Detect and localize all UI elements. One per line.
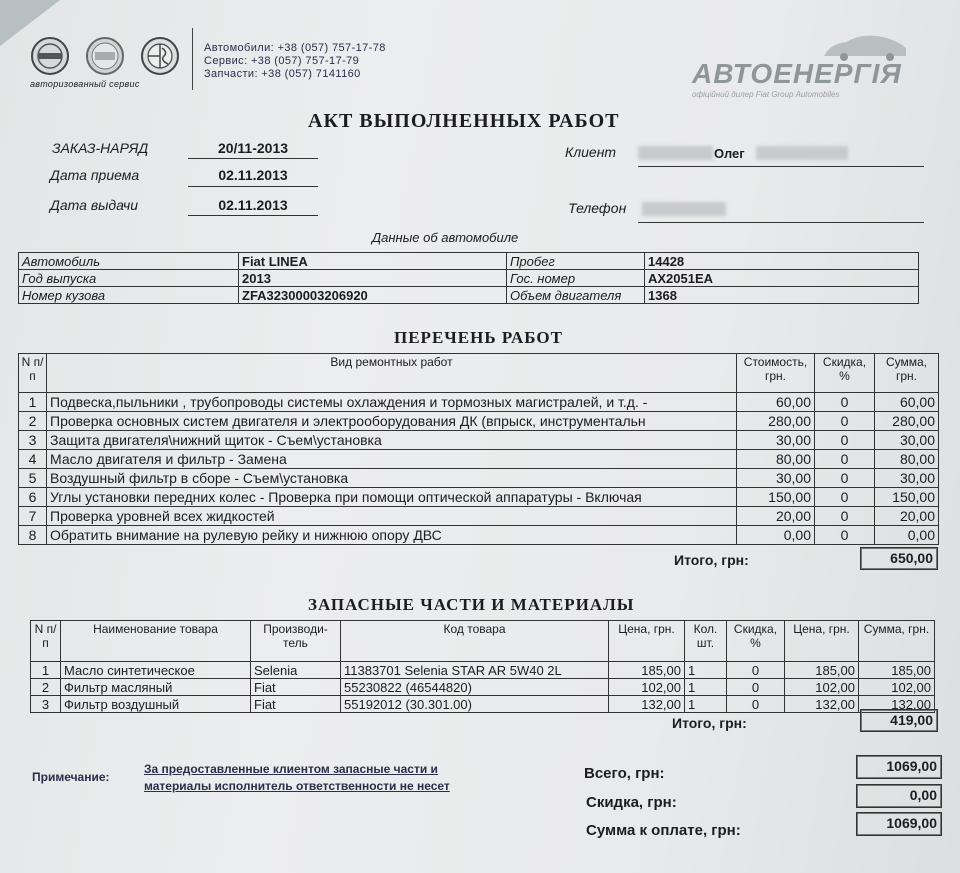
work-cost: 80,00 — [737, 450, 815, 469]
car-model-value: Fiat LINEA — [239, 253, 507, 270]
parts-header-dprice: Цена, грн. — [785, 621, 859, 662]
part-price: 102,00 — [609, 679, 685, 696]
issued-value: 02.11.2013 — [218, 197, 288, 213]
work-sum: 60,00 — [875, 393, 939, 412]
brand-name: АВТОЕНЕРГІЯ — [692, 58, 902, 89]
part-num: 2 — [31, 679, 61, 696]
work-sum: 20,00 — [875, 507, 939, 526]
work-num: 7 — [19, 507, 47, 526]
contact-cars: Автомобили: +38 (057) 757-17-78 — [204, 42, 386, 54]
works-row — [19, 450, 939, 469]
payment-total-label: Сумма к оплате, грн: — [586, 822, 741, 839]
work-cost: 20,00 — [737, 507, 815, 526]
car-row — [19, 287, 919, 304]
brand-subtitle: офіційний дилер Fiat Group Automobiles — [692, 90, 840, 99]
work-discount: 0 — [815, 393, 875, 412]
part-discount: 0 — [727, 662, 785, 679]
part-discount: 0 — [727, 679, 785, 696]
parts-section-title: ЗАПАСНЫЕ ЧАСТИ И МАТЕРИАЛЫ — [308, 595, 635, 614]
works-section-title: ПЕРЕЧЕНЬ РАБОТ — [394, 328, 563, 347]
parts-header-maker: Производи- тель — [251, 621, 341, 662]
works-header-cost: Стоимость, грн. — [737, 354, 815, 393]
part-discount-price: 132,00 — [785, 696, 859, 713]
fiat-logo-icon — [85, 36, 125, 76]
part-discount: 0 — [727, 696, 785, 713]
alfa-romeo-logo-icon — [140, 36, 180, 76]
part-sum: 132,00 — [859, 696, 935, 713]
plate-value: AX2051EA — [645, 270, 919, 287]
contact-service: Сервис: +38 (057) 757-17-79 — [204, 55, 360, 67]
parts-header-qty: Кол. шт. — [685, 621, 727, 662]
part-sum: 102,00 — [859, 679, 935, 696]
works-row — [19, 393, 939, 412]
work-name: Подвеска,пыльники , трубопроводы системы охлаждения и тормозных магистралей, и т.д. - — [47, 393, 737, 412]
phone-label: Телефон — [568, 200, 627, 216]
order-value: 20/11-2013 — [217, 140, 289, 156]
parts-row — [31, 679, 935, 696]
work-discount: 0 — [815, 507, 875, 526]
car-row — [19, 270, 919, 287]
issued-label: Дата выдачи — [50, 197, 139, 213]
work-sum: 280,00 — [875, 412, 939, 431]
parts-row — [31, 662, 935, 679]
note-line-1: За предоставленные клиентом запасные части и — [144, 762, 438, 776]
received-underline — [188, 186, 318, 187]
car-section-title: Данные об автомобиле — [372, 230, 519, 245]
parts-header-num: N п/п — [31, 621, 61, 662]
discount-total-value: 0,00 — [856, 784, 942, 808]
part-sum: 185,00 — [859, 662, 935, 679]
part-code: 55192012 (30.301.00) — [341, 696, 609, 713]
work-name: Обратить внимание на рулевую рейку и нижнюю опору ДВС — [47, 526, 737, 545]
client-surname-redaction — [756, 146, 848, 160]
work-cost: 60,00 — [737, 393, 815, 412]
received-value: 02.11.2013 — [218, 167, 288, 183]
part-code: 11383701 Selenia STAR AR 5W40 2L — [341, 662, 609, 679]
client-label: Клиент — [565, 144, 617, 160]
vin-label: Номер кузова — [19, 287, 239, 304]
parts-header-discount: Скидка, % — [727, 621, 785, 662]
part-maker: Selenia — [251, 662, 341, 679]
parts-total-value: 419,00 — [860, 709, 938, 732]
work-num: 1 — [19, 393, 47, 412]
part-num: 3 — [31, 696, 61, 713]
part-discount-price: 102,00 — [785, 679, 859, 696]
work-num: 5 — [19, 469, 47, 488]
car-model-label: Автомобиль — [19, 253, 239, 270]
work-sum: 30,00 — [875, 469, 939, 488]
header-divider — [192, 28, 193, 90]
works-header-discount: Скидка, % — [815, 354, 875, 393]
work-sum: 30,00 — [875, 431, 939, 450]
work-num: 6 — [19, 488, 47, 507]
works-row — [19, 469, 939, 488]
phone-redaction — [642, 202, 726, 216]
work-discount: 0 — [815, 431, 875, 450]
engine-value: 1368 — [645, 287, 919, 304]
mileage-value: 14428 — [645, 253, 919, 270]
work-name: Масло двигателя и фильтр - Замена — [47, 450, 737, 469]
work-sum: 150,00 — [875, 488, 939, 507]
work-num: 3 — [19, 431, 47, 450]
parts-header-sum: Сумма, грн. — [859, 621, 935, 662]
work-discount: 0 — [815, 488, 875, 507]
parts-table — [30, 620, 935, 713]
parts-total-label: Итого, грн: — [672, 715, 747, 731]
work-discount: 0 — [815, 450, 875, 469]
year-label: Год выпуска — [19, 270, 239, 287]
work-num: 4 — [19, 450, 47, 469]
client-underline — [638, 166, 924, 167]
parts-row — [31, 696, 935, 713]
part-price: 132,00 — [609, 696, 685, 713]
part-qty: 1 — [685, 662, 727, 679]
plate-label: Гос. номер — [507, 270, 645, 287]
note-line-2: материалы исполнитель ответственности не несет — [144, 779, 450, 793]
contacts-block — [204, 42, 386, 81]
work-num: 2 — [19, 412, 47, 431]
parts-header-row — [31, 621, 935, 662]
received-label: Дата приема — [50, 167, 140, 183]
works-header-name: Вид ремонтных работ — [47, 354, 737, 393]
works-header-sum: Сумма, грн. — [875, 354, 939, 393]
parts-header-name: Наименование товара — [61, 621, 251, 662]
work-discount: 0 — [815, 469, 875, 488]
works-row — [19, 431, 939, 450]
part-maker: Fiat — [251, 696, 341, 713]
part-name: Масло синтетическое — [61, 662, 251, 679]
vin-value: ZFA32300003206920 — [239, 287, 507, 304]
work-cost: 150,00 — [737, 488, 815, 507]
works-total-label: Итого, грн: — [674, 552, 749, 568]
client-redaction — [638, 146, 713, 160]
works-total-value: 650,00 — [860, 547, 938, 570]
payment-total-value: 1069,00 — [856, 812, 942, 836]
work-name: Воздушный фильтр в сборе - Съем\установка — [47, 469, 737, 488]
lancia-logo-icon — [30, 36, 70, 76]
part-qty: 1 — [685, 696, 727, 713]
parts-header-price: Цена, грн. — [609, 621, 685, 662]
part-price: 185,00 — [609, 662, 685, 679]
work-name: Углы установки передних колес - Проверка при помощи оптической аппаратуры - Включая — [47, 488, 737, 507]
work-name: Проверка уровней всех жидкостей — [47, 507, 737, 526]
part-name: Фильтр воздушный — [61, 696, 251, 713]
work-sum: 80,00 — [875, 450, 939, 469]
work-cost: 30,00 — [737, 469, 815, 488]
work-discount: 0 — [815, 412, 875, 431]
discount-total-label: Скидка, грн: — [586, 794, 677, 811]
order-underline — [188, 158, 318, 159]
year-value: 2013 — [239, 270, 507, 287]
order-label: ЗАКАЗ-НАРЯД — [52, 140, 149, 156]
grand-total-label: Всего, грн: — [584, 765, 665, 782]
issued-underline — [188, 215, 318, 216]
part-name: Фильтр масляный — [61, 679, 251, 696]
works-header-num: N п/п — [19, 354, 47, 393]
brand-logo — [680, 30, 920, 100]
client-value: Олег — [714, 146, 745, 161]
mileage-label: Пробег — [507, 253, 645, 270]
contact-parts: Запчасти: +38 (057) 7141160 — [204, 68, 361, 80]
work-cost: 30,00 — [737, 431, 815, 450]
works-row — [19, 412, 939, 431]
works-row — [19, 507, 939, 526]
car-data-table — [18, 252, 919, 304]
works-table — [18, 353, 939, 545]
work-sum: 0,00 — [875, 526, 939, 545]
works-header-row — [19, 354, 939, 393]
work-num: 8 — [19, 526, 47, 545]
parts-header-code: Код товара — [341, 621, 609, 662]
works-row — [19, 526, 939, 545]
work-name: Защита двигателя\нижний щиток - Съем\установка — [47, 431, 737, 450]
part-maker: Fiat — [251, 679, 341, 696]
part-discount-price: 185,00 — [785, 662, 859, 679]
work-cost: 0,00 — [737, 526, 815, 545]
works-row — [19, 488, 939, 507]
phone-underline — [638, 222, 924, 223]
note-label: Примечание: — [32, 770, 110, 784]
work-discount: 0 — [815, 526, 875, 545]
grand-total-value: 1069,00 — [856, 755, 942, 779]
work-cost: 280,00 — [737, 412, 815, 431]
work-name: Проверка основных систем двигателя и электрооборудования ДК (впрыск, инструментальн — [47, 412, 737, 431]
part-code: 55230822 (46544820) — [341, 679, 609, 696]
document-title: АКТ ВЫПОЛНЕННЫХ РАБОТ — [308, 110, 620, 132]
part-num: 1 — [31, 662, 61, 679]
authorized-service-label: авторизованный сервис — [30, 79, 140, 89]
dealer-logos — [30, 36, 190, 96]
part-qty: 1 — [685, 679, 727, 696]
engine-label: Объем двигателя — [507, 287, 645, 304]
car-row — [19, 253, 919, 270]
